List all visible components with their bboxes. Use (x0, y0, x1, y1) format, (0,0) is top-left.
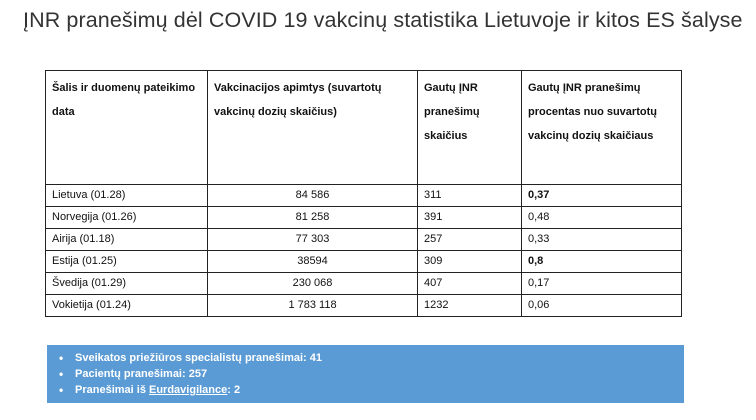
table-row (46, 229, 682, 251)
list-item (75, 366, 684, 382)
country-cell: Švedija (01.29) (46, 273, 208, 295)
percent-cell: 0,37 (522, 185, 682, 207)
table-row (46, 207, 682, 229)
header-country-date: Šalis ir duomenų pateikimo data (46, 71, 208, 185)
country-cell: Vokietija (01.24) (46, 295, 208, 317)
reports-cell: 309 (418, 251, 522, 273)
country-cell: Airija (01.18) (46, 229, 208, 251)
doses-cell: 230 068 (208, 273, 418, 295)
report-sources-box (47, 345, 684, 403)
percent-cell: 0,48 (522, 207, 682, 229)
eudravigilance-suffix: : 2 (227, 384, 241, 396)
table-row (46, 185, 682, 207)
eudravigilance-prefix: Pranešimai iš (75, 384, 149, 396)
statistics-table (45, 70, 682, 317)
report-sources-list (47, 345, 684, 398)
country-cell: Norvegija (01.26) (46, 207, 208, 229)
doses-cell: 77 303 (208, 229, 418, 251)
percent-cell: 0,06 (522, 295, 682, 317)
eudravigilance-name: Eurdavigilance (149, 384, 228, 396)
percent-cell: 0,17 (522, 273, 682, 295)
doses-cell: 84 586 (208, 185, 418, 207)
reports-cell: 407 (418, 273, 522, 295)
country-cell: Lietuva (01.28) (46, 185, 208, 207)
header-report-count: Gautų ĮNR pranešimų skaičius (418, 71, 522, 185)
percent-cell: 0,33 (522, 229, 682, 251)
specialists-reports-text: Sveikatos priežiūros specialistų pranešimai: 41 (75, 352, 322, 364)
reports-cell: 311 (418, 185, 522, 207)
table-row (46, 251, 682, 273)
country-cell: Estija (01.25) (46, 251, 208, 273)
doses-cell: 81 258 (208, 207, 418, 229)
reports-cell: 257 (418, 229, 522, 251)
list-item (75, 382, 684, 398)
table-row (46, 295, 682, 317)
page-title: ĮNR pranešimų dėl COVID 19 vakcinų statistika Lietuvoje ir kitos ES šalyse (23, 8, 743, 32)
table-header-row (46, 71, 682, 185)
reports-cell: 391 (418, 207, 522, 229)
table-row (46, 273, 682, 295)
header-report-percent: Gautų ĮNR pranešimų procentas nuo suvartotų vakcinų dozių skaičiaus (522, 71, 682, 185)
list-item (75, 350, 684, 366)
percent-cell: 0,8 (522, 251, 682, 273)
patients-reports-text: Pacientų pranešimai: 257 (75, 368, 208, 380)
doses-cell: 1 783 118 (208, 295, 418, 317)
reports-cell: 1232 (418, 295, 522, 317)
header-vaccination-volume: Vakcinacijos apimtys (suvartotų vakcinų dozių skaičius) (208, 71, 418, 185)
doses-cell: 38594 (208, 251, 418, 273)
